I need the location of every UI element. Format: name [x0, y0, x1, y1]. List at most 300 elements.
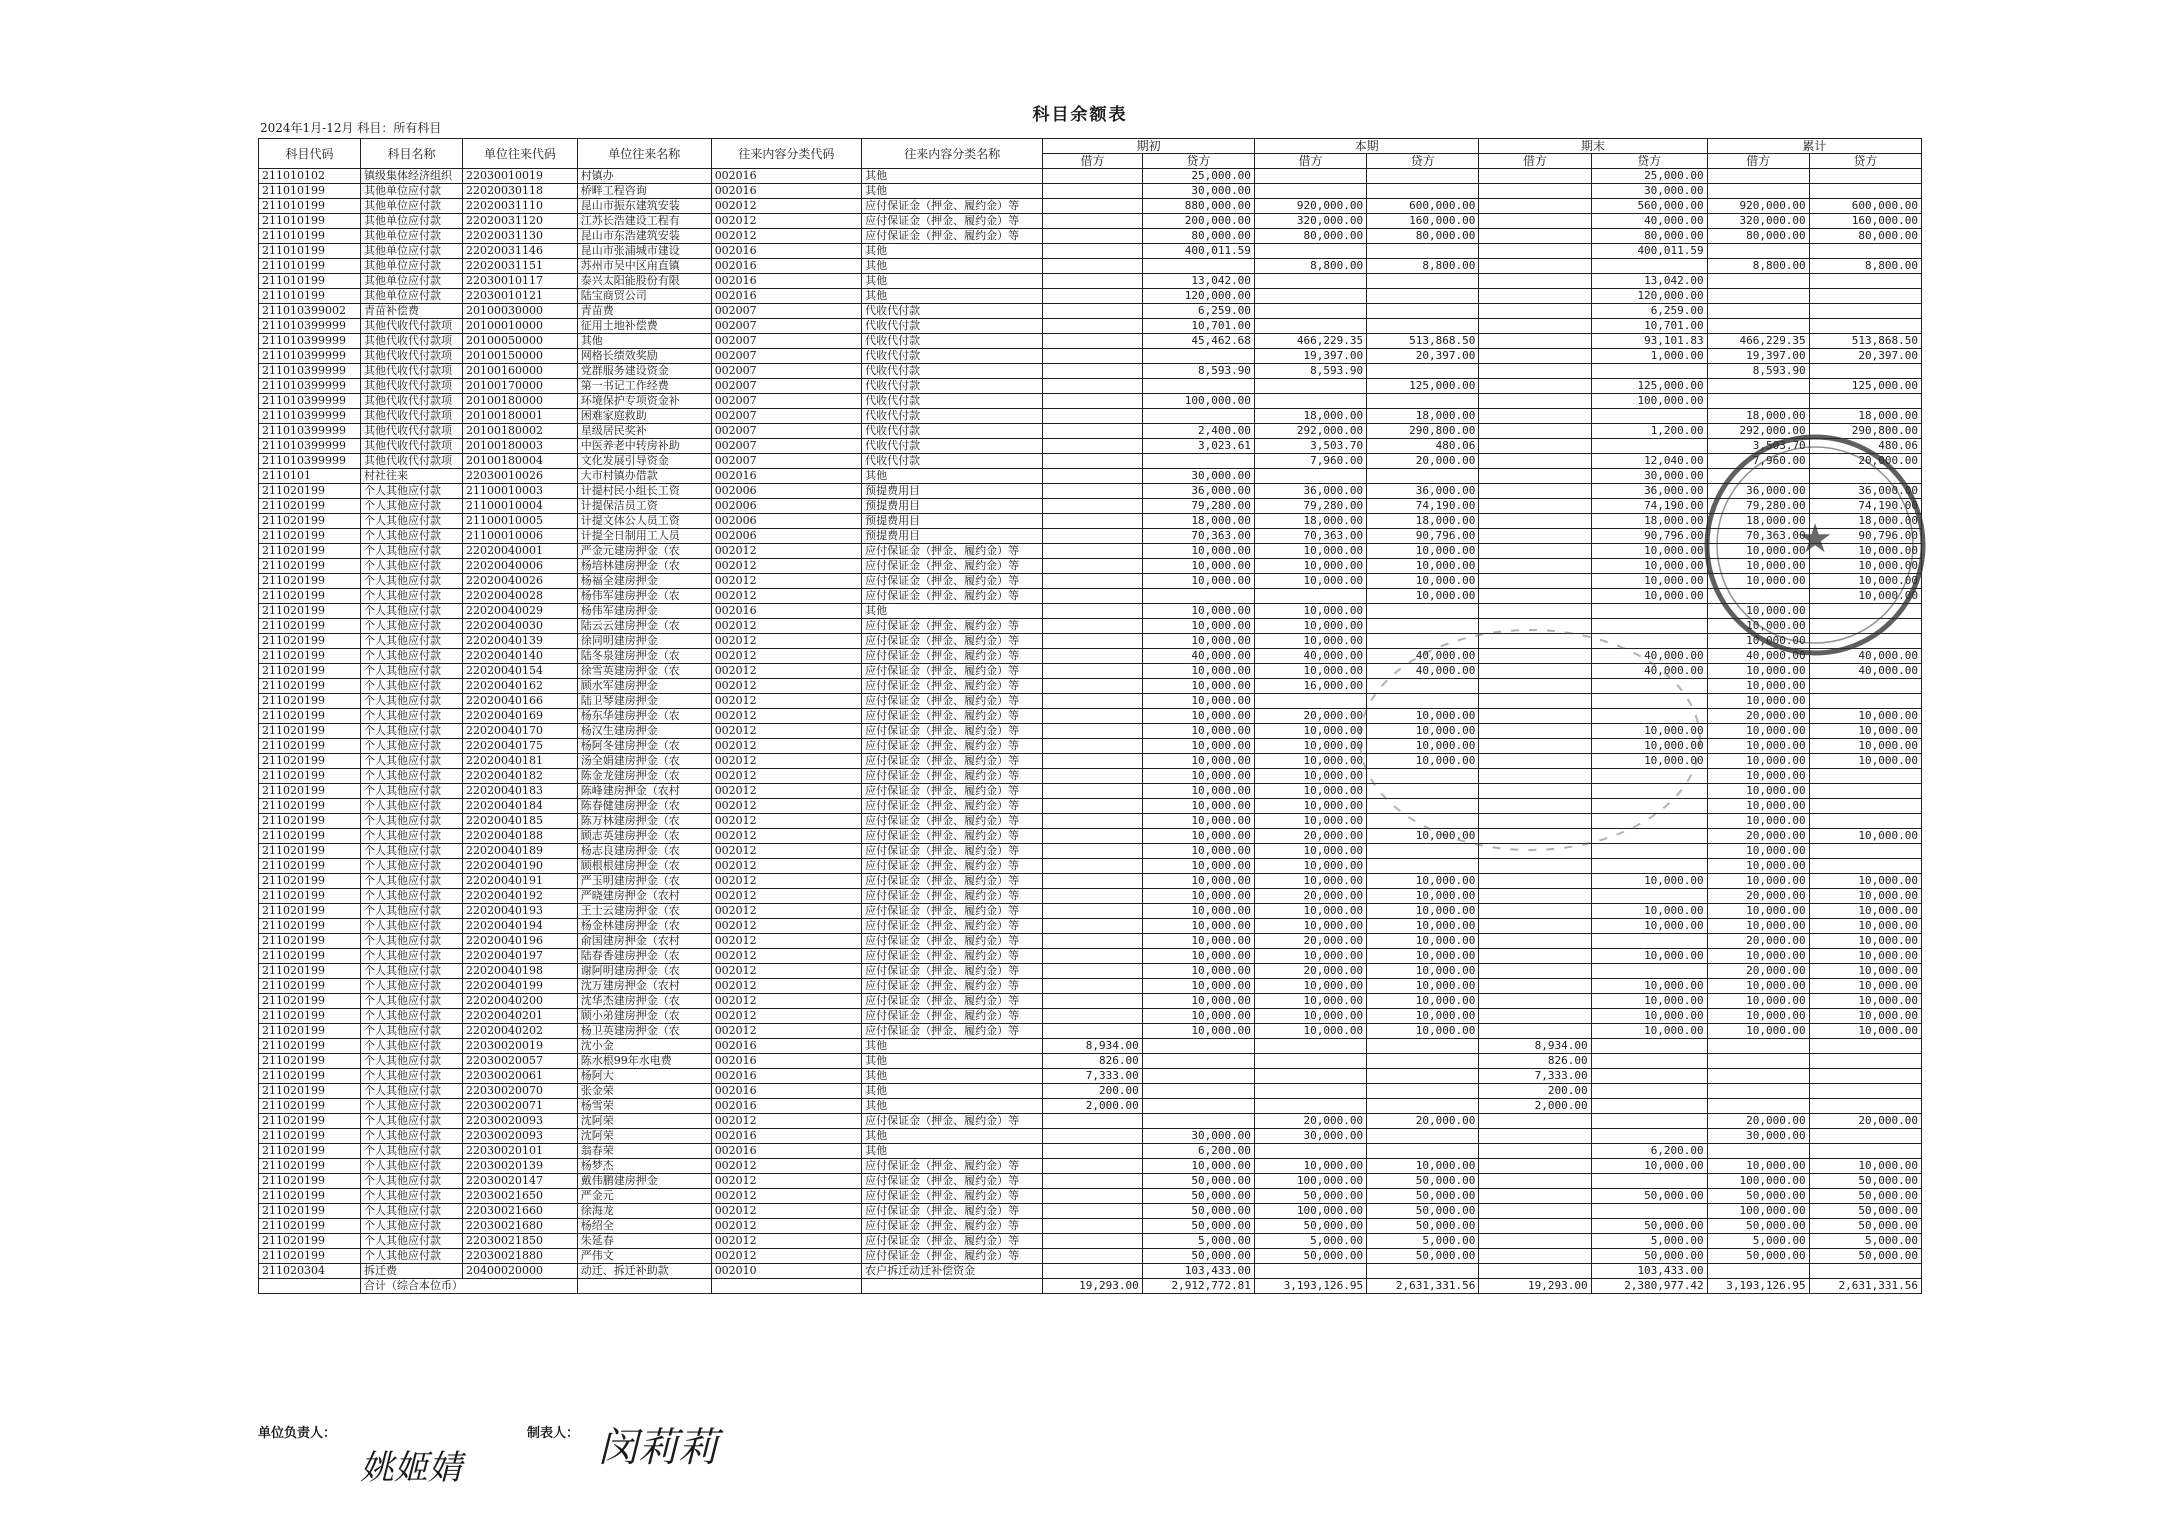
table-cell [1367, 1264, 1479, 1279]
table-cell [1043, 349, 1142, 364]
table-cell: 8,593.90 [1142, 364, 1254, 379]
table-cell [1479, 994, 1591, 1009]
table-row [259, 529, 1922, 544]
table-cell [1591, 1174, 1707, 1189]
table-cell: 其他单位应付款 [361, 244, 463, 259]
table-cell: 10,000.00 [1707, 919, 1809, 934]
table-row [259, 304, 1922, 319]
table-cell: 苏州市吴中区甪直镇 [577, 259, 711, 274]
table-cell: 10,000.00 [1254, 619, 1366, 634]
table-cell: 陈春健建房押金（农 [577, 799, 711, 814]
table-cell: 10,000.00 [1707, 769, 1809, 784]
table-cell: 文化发展引导资金 [577, 454, 711, 469]
table-cell: 应付保证金（押金、履约金）等 [862, 799, 1043, 814]
table-cell: 10,000.00 [1591, 544, 1707, 559]
table-cell: 211010199 [259, 244, 361, 259]
table-cell: 50,000.00 [1367, 1219, 1479, 1234]
table-cell: 211020199 [259, 1144, 361, 1159]
table-cell: 211020199 [259, 1234, 361, 1249]
table-row [259, 334, 1922, 349]
table-cell: 10,000.00 [1707, 814, 1809, 829]
table-cell: 25,000.00 [1591, 169, 1707, 184]
table-cell: 10,000.00 [1367, 544, 1479, 559]
table-cell: 20100170000 [463, 379, 578, 394]
table-cell: 10,000.00 [1254, 844, 1366, 859]
table-cell: 200.00 [1043, 1084, 1142, 1099]
table-cell: 920,000.00 [1254, 199, 1366, 214]
table-cell: 22030021850 [463, 1234, 578, 1249]
table-cell: 8,800.00 [1367, 259, 1479, 274]
table-cell: 826.00 [1043, 1054, 1142, 1069]
table-cell [1043, 1204, 1142, 1219]
table-cell: 50,000.00 [1591, 1219, 1707, 1234]
table-cell: 杨金林建房押金（农 [577, 919, 711, 934]
table-cell [1043, 1159, 1142, 1174]
table-cell: 880,000.00 [1142, 199, 1254, 214]
table-cell: 79,280.00 [1142, 499, 1254, 514]
table-cell [1809, 169, 1921, 184]
table-cell: 10,000.00 [1591, 1024, 1707, 1039]
table-row [259, 904, 1922, 919]
table-row [259, 319, 1922, 334]
table-cell [1809, 304, 1921, 319]
table-cell [1043, 469, 1142, 484]
table-cell: 杨雪荣 [577, 1099, 711, 1114]
table-cell: 211020199 [259, 634, 361, 649]
table-cell [1254, 1054, 1366, 1069]
table-cell: 22020040199 [463, 979, 578, 994]
table-cell: 10,000.00 [1591, 754, 1707, 769]
table-cell: 513,868.50 [1809, 334, 1921, 349]
table-cell: 22020040191 [463, 874, 578, 889]
table-cell: 严玉明建房押金（农 [577, 874, 711, 889]
table-cell: 10,000.00 [1707, 859, 1809, 874]
table-cell: 002007 [711, 409, 861, 424]
table-cell [1043, 289, 1142, 304]
table-cell: 10,000.00 [1367, 964, 1479, 979]
table-cell [1043, 679, 1142, 694]
table-cell: 20,000.00 [1809, 1114, 1921, 1129]
table-cell: 其他代收代付款项 [361, 334, 463, 349]
table-cell: 002010 [711, 1264, 861, 1279]
table-cell: 10,000.00 [1591, 559, 1707, 574]
table-cell: 79,280.00 [1707, 499, 1809, 514]
table-cell: 10,000.00 [1809, 1159, 1921, 1174]
table-cell [1043, 1024, 1142, 1039]
table-cell: 应付保证金（押金、履约金）等 [862, 979, 1043, 994]
table-cell: 22020040194 [463, 919, 578, 934]
table-cell: 002012 [711, 1114, 861, 1129]
header-account-name: 科目名称 [361, 139, 463, 169]
table-cell: 桥畔工程咨询 [577, 184, 711, 199]
table-cell [1043, 199, 1142, 214]
table-cell [1479, 349, 1591, 364]
table-cell: 002007 [711, 439, 861, 454]
table-cell: 应付保证金（押金、履约金）等 [862, 634, 1043, 649]
table-cell: 10,000.00 [1707, 904, 1809, 919]
table-cell: 10,000.00 [1142, 574, 1254, 589]
table-cell: 10,000.00 [1809, 739, 1921, 754]
table-cell [1809, 1264, 1921, 1279]
table-cell: 5,000.00 [1707, 1234, 1809, 1249]
table-cell: 002006 [711, 484, 861, 499]
table-cell: 10,000.00 [1254, 979, 1366, 994]
table-cell: 其他代收代付款项 [361, 349, 463, 364]
table-cell [1479, 184, 1591, 199]
table-cell [1591, 364, 1707, 379]
table-cell: 10,000.00 [1707, 979, 1809, 994]
table-row [259, 349, 1922, 364]
table-cell: 预提费用目 [862, 499, 1043, 514]
table-cell: 沈小金 [577, 1039, 711, 1054]
table-cell [1809, 784, 1921, 799]
table-cell [1367, 1084, 1479, 1099]
table-cell: 10,000.00 [1707, 844, 1809, 859]
table-cell: 8,934.00 [1043, 1039, 1142, 1054]
table-row [259, 1159, 1922, 1174]
table-cell: 10,000.00 [1367, 1024, 1479, 1039]
table-cell: 40,000.00 [1591, 664, 1707, 679]
table-cell: 513,868.50 [1367, 334, 1479, 349]
table-cell: 10,000.00 [1809, 544, 1921, 559]
table-cell [1809, 1099, 1921, 1114]
table-cell: 10,000.00 [1142, 949, 1254, 964]
table-cell: 103,433.00 [1142, 1264, 1254, 1279]
table-cell: 50,000.00 [1367, 1174, 1479, 1189]
table-cell [1043, 529, 1142, 544]
table-cell: 杨梦杰 [577, 1159, 711, 1174]
table-row [259, 499, 1922, 514]
table-cell [1367, 274, 1479, 289]
table-cell: 211020199 [259, 589, 361, 604]
table-cell: 翁春荣 [577, 1144, 711, 1159]
total-cell: 3,193,126.95 [1707, 1279, 1809, 1294]
table-cell [1591, 1069, 1707, 1084]
table-cell: 211020199 [259, 934, 361, 949]
table-cell: 20,000.00 [1707, 889, 1809, 904]
table-cell: 个人其他应付款 [361, 649, 463, 664]
table-cell: 10,000.00 [1707, 754, 1809, 769]
table-cell: 20,000.00 [1254, 964, 1366, 979]
table-cell [1043, 1234, 1142, 1249]
table-cell: 400,011.59 [1591, 244, 1707, 259]
table-cell [1367, 289, 1479, 304]
table-cell: 8,934.00 [1479, 1039, 1591, 1054]
table-cell: 002007 [711, 454, 861, 469]
table-cell: 10,000.00 [1591, 724, 1707, 739]
table-cell: 个人其他应付款 [361, 799, 463, 814]
table-row [259, 1144, 1922, 1159]
table-cell: 211010399999 [259, 454, 361, 469]
table-cell [1043, 754, 1142, 769]
table-cell: 30,000.00 [1591, 184, 1707, 199]
table-cell: 3,023.61 [1142, 439, 1254, 454]
table-cell: 002012 [711, 874, 861, 889]
table-cell [1479, 1024, 1591, 1039]
table-cell: 22030010117 [463, 274, 578, 289]
table-cell: 其他单位应付款 [361, 259, 463, 274]
table-cell: 个人其他应付款 [361, 784, 463, 799]
table-cell: 10,000.00 [1142, 1024, 1254, 1039]
table-row [259, 1114, 1922, 1129]
table-cell [1479, 334, 1591, 349]
table-cell: 应付保证金（押金、履约金）等 [862, 814, 1043, 829]
table-cell: 002016 [711, 169, 861, 184]
table-cell: 10,000.00 [1809, 904, 1921, 919]
table-cell [1142, 454, 1254, 469]
table-cell: 动迁、拆迁补助款 [577, 1264, 711, 1279]
table-cell: 002016 [711, 1129, 861, 1144]
table-cell: 13,042.00 [1591, 274, 1707, 289]
table-cell: 3,503.70 [1707, 439, 1809, 454]
table-cell: 代收代付款 [862, 319, 1043, 334]
table-cell: 002012 [711, 1234, 861, 1249]
table-cell: 其他代收代付款项 [361, 439, 463, 454]
table-cell [1043, 934, 1142, 949]
total-cell: 3,193,126.95 [1254, 1279, 1366, 1294]
table-cell: 10,000.00 [1142, 724, 1254, 739]
table-cell: 22020040140 [463, 649, 578, 664]
table-cell: 10,000.00 [1809, 919, 1921, 934]
table-cell: 74,190.00 [1809, 499, 1921, 514]
table-cell: 10,000.00 [1254, 724, 1366, 739]
table-cell: 20100180004 [463, 454, 578, 469]
table-row [259, 1189, 1922, 1204]
table-cell: 002012 [711, 664, 861, 679]
table-cell: 20,000.00 [1707, 1114, 1809, 1129]
table-cell: 10,000.00 [1707, 574, 1809, 589]
table-cell: 10,701.00 [1591, 319, 1707, 334]
table-cell: 10,000.00 [1254, 799, 1366, 814]
table-cell: 211020199 [259, 844, 361, 859]
table-cell: 应付保证金（押金、履约金）等 [862, 1204, 1043, 1219]
table-row [259, 934, 1922, 949]
table-cell: 10,000.00 [1254, 784, 1366, 799]
table-cell: 002016 [711, 469, 861, 484]
table-cell: 21100010006 [463, 529, 578, 544]
table-cell: 211020199 [259, 1219, 361, 1234]
table-cell: 002007 [711, 334, 861, 349]
table-cell: 顾小弟建房押金（农 [577, 1009, 711, 1024]
table-cell [1142, 1114, 1254, 1129]
table-cell: 8,800.00 [1809, 259, 1921, 274]
table-row [259, 1099, 1922, 1114]
table-cell: 陆卫琴建房押金 [577, 694, 711, 709]
table-cell [1367, 319, 1479, 334]
table-cell: 10,000.00 [1809, 709, 1921, 724]
table-cell: 002006 [711, 499, 861, 514]
table-cell [1591, 1204, 1707, 1219]
table-cell: 22030021880 [463, 1249, 578, 1264]
table-cell [1479, 1129, 1591, 1144]
table-cell: 50,000.00 [1591, 1189, 1707, 1204]
table-row [259, 379, 1922, 394]
table-cell: 应付保证金（押金、履约金）等 [862, 1174, 1043, 1189]
header-cumulative: 累计 [1707, 139, 1921, 154]
table-cell [1043, 799, 1142, 814]
table-cell: 3,503.70 [1254, 439, 1366, 454]
table-cell: 应付保证金（押金、履约金）等 [862, 724, 1043, 739]
table-cell: 211020199 [259, 1039, 361, 1054]
table-cell: 10,000.00 [1142, 664, 1254, 679]
table-cell: 002012 [711, 1204, 861, 1219]
table-cell: 002012 [711, 739, 861, 754]
table-cell: 211020199 [259, 739, 361, 754]
table-cell [1479, 964, 1591, 979]
table-cell: 50,000.00 [1707, 1189, 1809, 1204]
table-cell: 18,000.00 [1809, 409, 1921, 424]
responsible-label: 单位负责人： [258, 1426, 337, 1441]
table-cell: 211020199 [259, 604, 361, 619]
table-cell [1707, 1099, 1809, 1114]
table-cell: 22030020057 [463, 1054, 578, 1069]
table-cell: 征用土地补偿费 [577, 319, 711, 334]
table-cell [1142, 1039, 1254, 1054]
table-row [259, 244, 1922, 259]
header-credit: 贷方 [1367, 154, 1479, 169]
table-cell [1809, 289, 1921, 304]
table-cell: 10,000.00 [1142, 814, 1254, 829]
table-cell: 211020199 [259, 1084, 361, 1099]
table-cell [1707, 1039, 1809, 1054]
table-cell: 211010199 [259, 259, 361, 274]
table-cell [1254, 1099, 1366, 1114]
table-cell: 个人其他应付款 [361, 1174, 463, 1189]
table-cell: 10,000.00 [1367, 994, 1479, 1009]
table-cell: 应付保证金（押金、履约金）等 [862, 574, 1043, 589]
table-cell: 002012 [711, 229, 861, 244]
table-cell: 20,000.00 [1367, 454, 1479, 469]
table-cell: 20,000.00 [1707, 709, 1809, 724]
table-cell [1479, 934, 1591, 949]
table-cell: 个人其他应付款 [361, 1159, 463, 1174]
table-cell: 50,000.00 [1809, 1249, 1921, 1264]
table-cell: 个人其他应付款 [361, 709, 463, 724]
table-cell: 18,000.00 [1254, 514, 1366, 529]
table-cell: 36,000.00 [1591, 484, 1707, 499]
table-cell: 10,000.00 [1707, 874, 1809, 889]
table-cell: 20100160000 [463, 364, 578, 379]
table-cell [1591, 439, 1707, 454]
table-cell [1479, 439, 1591, 454]
table-cell: 50,000.00 [1367, 1249, 1479, 1264]
table-cell: 陆宝商贸公司 [577, 289, 711, 304]
table-cell: 个人其他应付款 [361, 859, 463, 874]
table-cell: 10,000.00 [1254, 544, 1366, 559]
table-cell [1479, 259, 1591, 274]
table-cell: 90,796.00 [1367, 529, 1479, 544]
table-cell: 个人其他应付款 [361, 619, 463, 634]
table-cell: 50,000.00 [1591, 1249, 1707, 1264]
table-cell: 18,000.00 [1707, 514, 1809, 529]
table-cell: 6,200.00 [1142, 1144, 1254, 1159]
header-opening: 期初 [1043, 139, 1255, 154]
table-cell: 代收代付款 [862, 304, 1043, 319]
table-cell: 10,000.00 [1367, 754, 1479, 769]
table-cell: 应付保证金（押金、履约金）等 [862, 859, 1043, 874]
table-cell: 其他代收代付款项 [361, 319, 463, 334]
table-cell: 应付保证金（押金、履约金）等 [862, 949, 1043, 964]
table-cell: 徐同明建房押金 [577, 634, 711, 649]
table-cell: 6,200.00 [1591, 1144, 1707, 1159]
table-cell: 其他 [862, 1129, 1043, 1144]
table-cell: 50,000.00 [1254, 1219, 1366, 1234]
table-cell: 002006 [711, 514, 861, 529]
table-cell [1809, 694, 1921, 709]
table-cell: 211020199 [259, 769, 361, 784]
table-cell [1043, 889, 1142, 904]
table-cell [1043, 874, 1142, 889]
table-cell: 昆山市张浦城市建设 [577, 244, 711, 259]
table-cell: 10,000.00 [1367, 589, 1479, 604]
table-cell: 其他 [862, 1144, 1043, 1159]
table-cell: 50,000.00 [1142, 1249, 1254, 1264]
table-cell: 002016 [711, 1039, 861, 1054]
table-cell: 22020040189 [463, 844, 578, 859]
table-cell: 6,259.00 [1591, 304, 1707, 319]
table-cell: 560,000.00 [1591, 199, 1707, 214]
table-cell: 002012 [711, 964, 861, 979]
table-cell: 22030020019 [463, 1039, 578, 1054]
table-cell [1043, 484, 1142, 499]
table-cell: 211010399999 [259, 394, 361, 409]
table-cell: 40,000.00 [1142, 649, 1254, 664]
table-cell [1142, 349, 1254, 364]
report-period: 2024年1月-12月 科目：所有科目 [260, 121, 442, 135]
table-cell: 个人其他应付款 [361, 589, 463, 604]
table-cell: 18,000.00 [1142, 514, 1254, 529]
table-cell: 002012 [711, 559, 861, 574]
table-cell [1479, 1144, 1591, 1159]
table-cell: 应付保证金（押金、履约金）等 [862, 559, 1043, 574]
table-cell: 90,796.00 [1809, 529, 1921, 544]
table-cell [1043, 364, 1142, 379]
table-cell: 青苗补偿费 [361, 304, 463, 319]
table-cell: 应付保证金（押金、履约金）等 [862, 1009, 1043, 1024]
table-cell [1479, 514, 1591, 529]
table-cell [1142, 379, 1254, 394]
table-cell: 36,000.00 [1254, 484, 1366, 499]
table-row [259, 1219, 1922, 1234]
table-cell: 8,800.00 [1707, 259, 1809, 274]
table-cell: 20,000.00 [1254, 709, 1366, 724]
table-cell: 10,000.00 [1254, 1009, 1366, 1024]
table-cell: 002007 [711, 424, 861, 439]
table-cell: 211020199 [259, 919, 361, 934]
table-cell: 杨汉生建房押金 [577, 724, 711, 739]
table-cell: 其他单位应付款 [361, 199, 463, 214]
table-cell [1479, 409, 1591, 424]
table-cell: 其他代收代付款项 [361, 394, 463, 409]
table-row [259, 1264, 1922, 1279]
table-cell: 代收代付款 [862, 394, 1043, 409]
table-cell [1591, 889, 1707, 904]
table-cell [1367, 1129, 1479, 1144]
table-cell: 杨伟军建房押金 [577, 604, 711, 619]
table-cell: 211010199 [259, 199, 361, 214]
table-cell: 个人其他应付款 [361, 979, 463, 994]
table-cell: 22020040185 [463, 814, 578, 829]
table-cell: 10,000.00 [1142, 709, 1254, 724]
table-cell: 杨卫英建房押金（农 [577, 1024, 711, 1039]
table-cell: 10,000.00 [1367, 919, 1479, 934]
table-cell: 100,000.00 [1591, 394, 1707, 409]
table-cell: 10,000.00 [1254, 1159, 1366, 1174]
table-cell [1707, 1264, 1809, 1279]
table-cell: 125,000.00 [1809, 379, 1921, 394]
table-cell: 10,000.00 [1142, 559, 1254, 574]
table-cell: 22020040192 [463, 889, 578, 904]
